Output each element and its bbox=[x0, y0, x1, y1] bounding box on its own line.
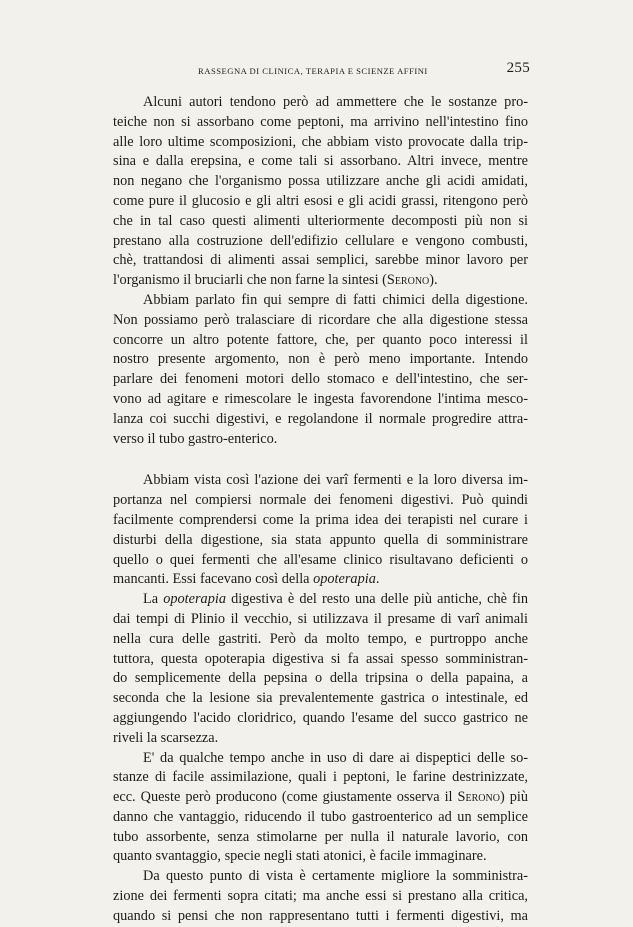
text-line: E' da qualche tempo anche in uso di dare ai dispeptici delle so- bbox=[143, 749, 528, 766]
text-line bbox=[113, 271, 528, 291]
text-line: parlare dei fenomeni motori dello stomaco e dell'intestino, che ser- bbox=[113, 371, 528, 388]
paragraph bbox=[113, 93, 528, 291]
text-span: ). bbox=[429, 272, 438, 289]
text-line bbox=[113, 590, 528, 610]
text-line: alle loro ultime scomposizioni, che abbiam visto provocate dalla trip- bbox=[113, 133, 528, 150]
text-span: mancanti. Essi facevano così della bbox=[113, 571, 314, 588]
running-head: RASSEGNA DI CLINICA, TERAPIA E SCIENZE AFFINI bbox=[198, 66, 428, 76]
text-line: portanza nel compiersi normale dei fenomeni digestivi. Può quindi bbox=[113, 492, 528, 509]
text-line: sina e dalla erepsina, e come tali si assorbano. Altri invece, mentre bbox=[113, 153, 528, 170]
text-line: verso il tubo gastro-enterico. bbox=[113, 430, 278, 447]
text-span: . bbox=[375, 571, 380, 588]
text-line: non negano che l'organismo possa utilizzare anche gli acidi amidati, bbox=[113, 173, 528, 190]
text-line: come pure il glucosio e gli altri esosi e gli acidi grassi, ritengono però bbox=[113, 192, 528, 209]
text-line: stanze di facile assimilazione, quali i peptoni, le farine destrinizzate, bbox=[113, 769, 528, 786]
text-span: ecc. Queste però producono (come giustamente osserva il bbox=[113, 789, 458, 806]
text-span: ) più bbox=[499, 789, 528, 806]
text-line: quando si pensi che non rappresentano tutti i fermenti digestivi, ma bbox=[113, 907, 528, 924]
text-line: Alcuni autori tendono però ad ammettere che le sostanze pro- bbox=[143, 94, 528, 110]
text-line: do semplicemente della pepsina o della tripsina o della papaina, a bbox=[113, 670, 528, 687]
text-line: danno che vantaggio, riducendo il tubo gastroenterico ad un semplice bbox=[113, 808, 528, 825]
text-line: tuttora, questa opoterapia digestiva si fa assai spesso somministran- bbox=[113, 650, 528, 667]
text-line: lanza coi succhi digestivi, e regolandone il normale progredire attra- bbox=[113, 410, 528, 427]
paragraph bbox=[113, 749, 528, 868]
text-span: l'organismo il bruciarli che non farne la sintesi ( bbox=[113, 272, 387, 289]
page-header bbox=[112, 60, 530, 82]
text-span: La bbox=[143, 591, 164, 608]
text-line: facilmente comprendersi come la prima idea dei terapisti nel curare i bbox=[113, 511, 528, 528]
text-line: prestano alla costruzione dell'edifizio cellulare e vengono combusti, bbox=[113, 232, 528, 249]
text-line: quanto svantaggio, specie negli stati atonici, è facile immaginare. bbox=[113, 848, 487, 865]
paragraph bbox=[113, 590, 528, 748]
text-line: riveli la scarsezza. bbox=[113, 729, 219, 746]
text-line: Abbiam parlato fin qui sempre di fatti chimici della digestione. bbox=[143, 291, 528, 308]
text-line: seconda che la lesione sia prevalentemente gastrica o intestinale, ed bbox=[113, 690, 528, 707]
text-line: teiche non si assorbano come peptoni, ma arrivino nell'intestino fino bbox=[113, 113, 528, 130]
text-line: concorre un altro potente fattore, che, per quanto poco interessi il bbox=[113, 331, 528, 348]
text-span: digestiva è del resto una delle più antiche, chè fin bbox=[225, 591, 528, 608]
paragraph bbox=[113, 867, 528, 926]
text-line: dai tempi di Plinio il vecchio, si utilizzava il presame di varî animali bbox=[113, 610, 528, 627]
italic-term: opoterapia bbox=[163, 591, 226, 608]
text-line: Abbiam vista così l'azione dei varî fermenti e la loro diversa im- bbox=[143, 472, 528, 489]
italic-term: opoterapia bbox=[313, 571, 376, 588]
text-line: chè, trattandosi di alimenti assai semplici, sarebbe minor lavoro per bbox=[113, 252, 528, 269]
paragraph bbox=[113, 471, 528, 590]
author-name: Serono bbox=[457, 789, 500, 806]
text-line: tubo assorbente, senza stimolarne per nulla il naturale lavorio, con bbox=[113, 828, 528, 845]
text-line: Da questo punto di vista è certamente migliore la somministra- bbox=[143, 868, 528, 885]
text-line: zione dei fermenti sopra citati; ma anche essi si prestano alla critica, bbox=[113, 888, 528, 905]
text-line: quello o quei fermenti che all'esame clinico risultavano deficienti o bbox=[113, 551, 528, 568]
text-line bbox=[113, 788, 528, 808]
paragraph bbox=[113, 291, 528, 449]
text-line: Non possiamo però tralasciare di ricordare che alla digestione stessa bbox=[113, 311, 528, 328]
text-line: nella cura delle gastriti. Però da molto tempo, e purtroppo anche bbox=[113, 630, 528, 647]
page-number: 255 bbox=[506, 60, 530, 76]
text-line: che in tal caso questi alimenti ulteriormente decomposti più non si bbox=[113, 212, 528, 229]
text-line: nostro presente argomento, non è però meno importante. Intendo bbox=[113, 351, 528, 368]
section-gap bbox=[113, 449, 528, 471]
text-line: aggiungendo l'acido cloridrico, quando l'esame del succo gastrico ne bbox=[113, 709, 528, 726]
text-line: disturbi della digestione, sia stata appunto quella di somministrare bbox=[113, 531, 528, 548]
text-line bbox=[113, 570, 528, 590]
text-line: vono ad agitare e rimescolare le ingesta favorendone l'intima mesco- bbox=[113, 390, 528, 407]
author-name: Serono bbox=[386, 272, 430, 289]
body-text bbox=[113, 93, 528, 927]
